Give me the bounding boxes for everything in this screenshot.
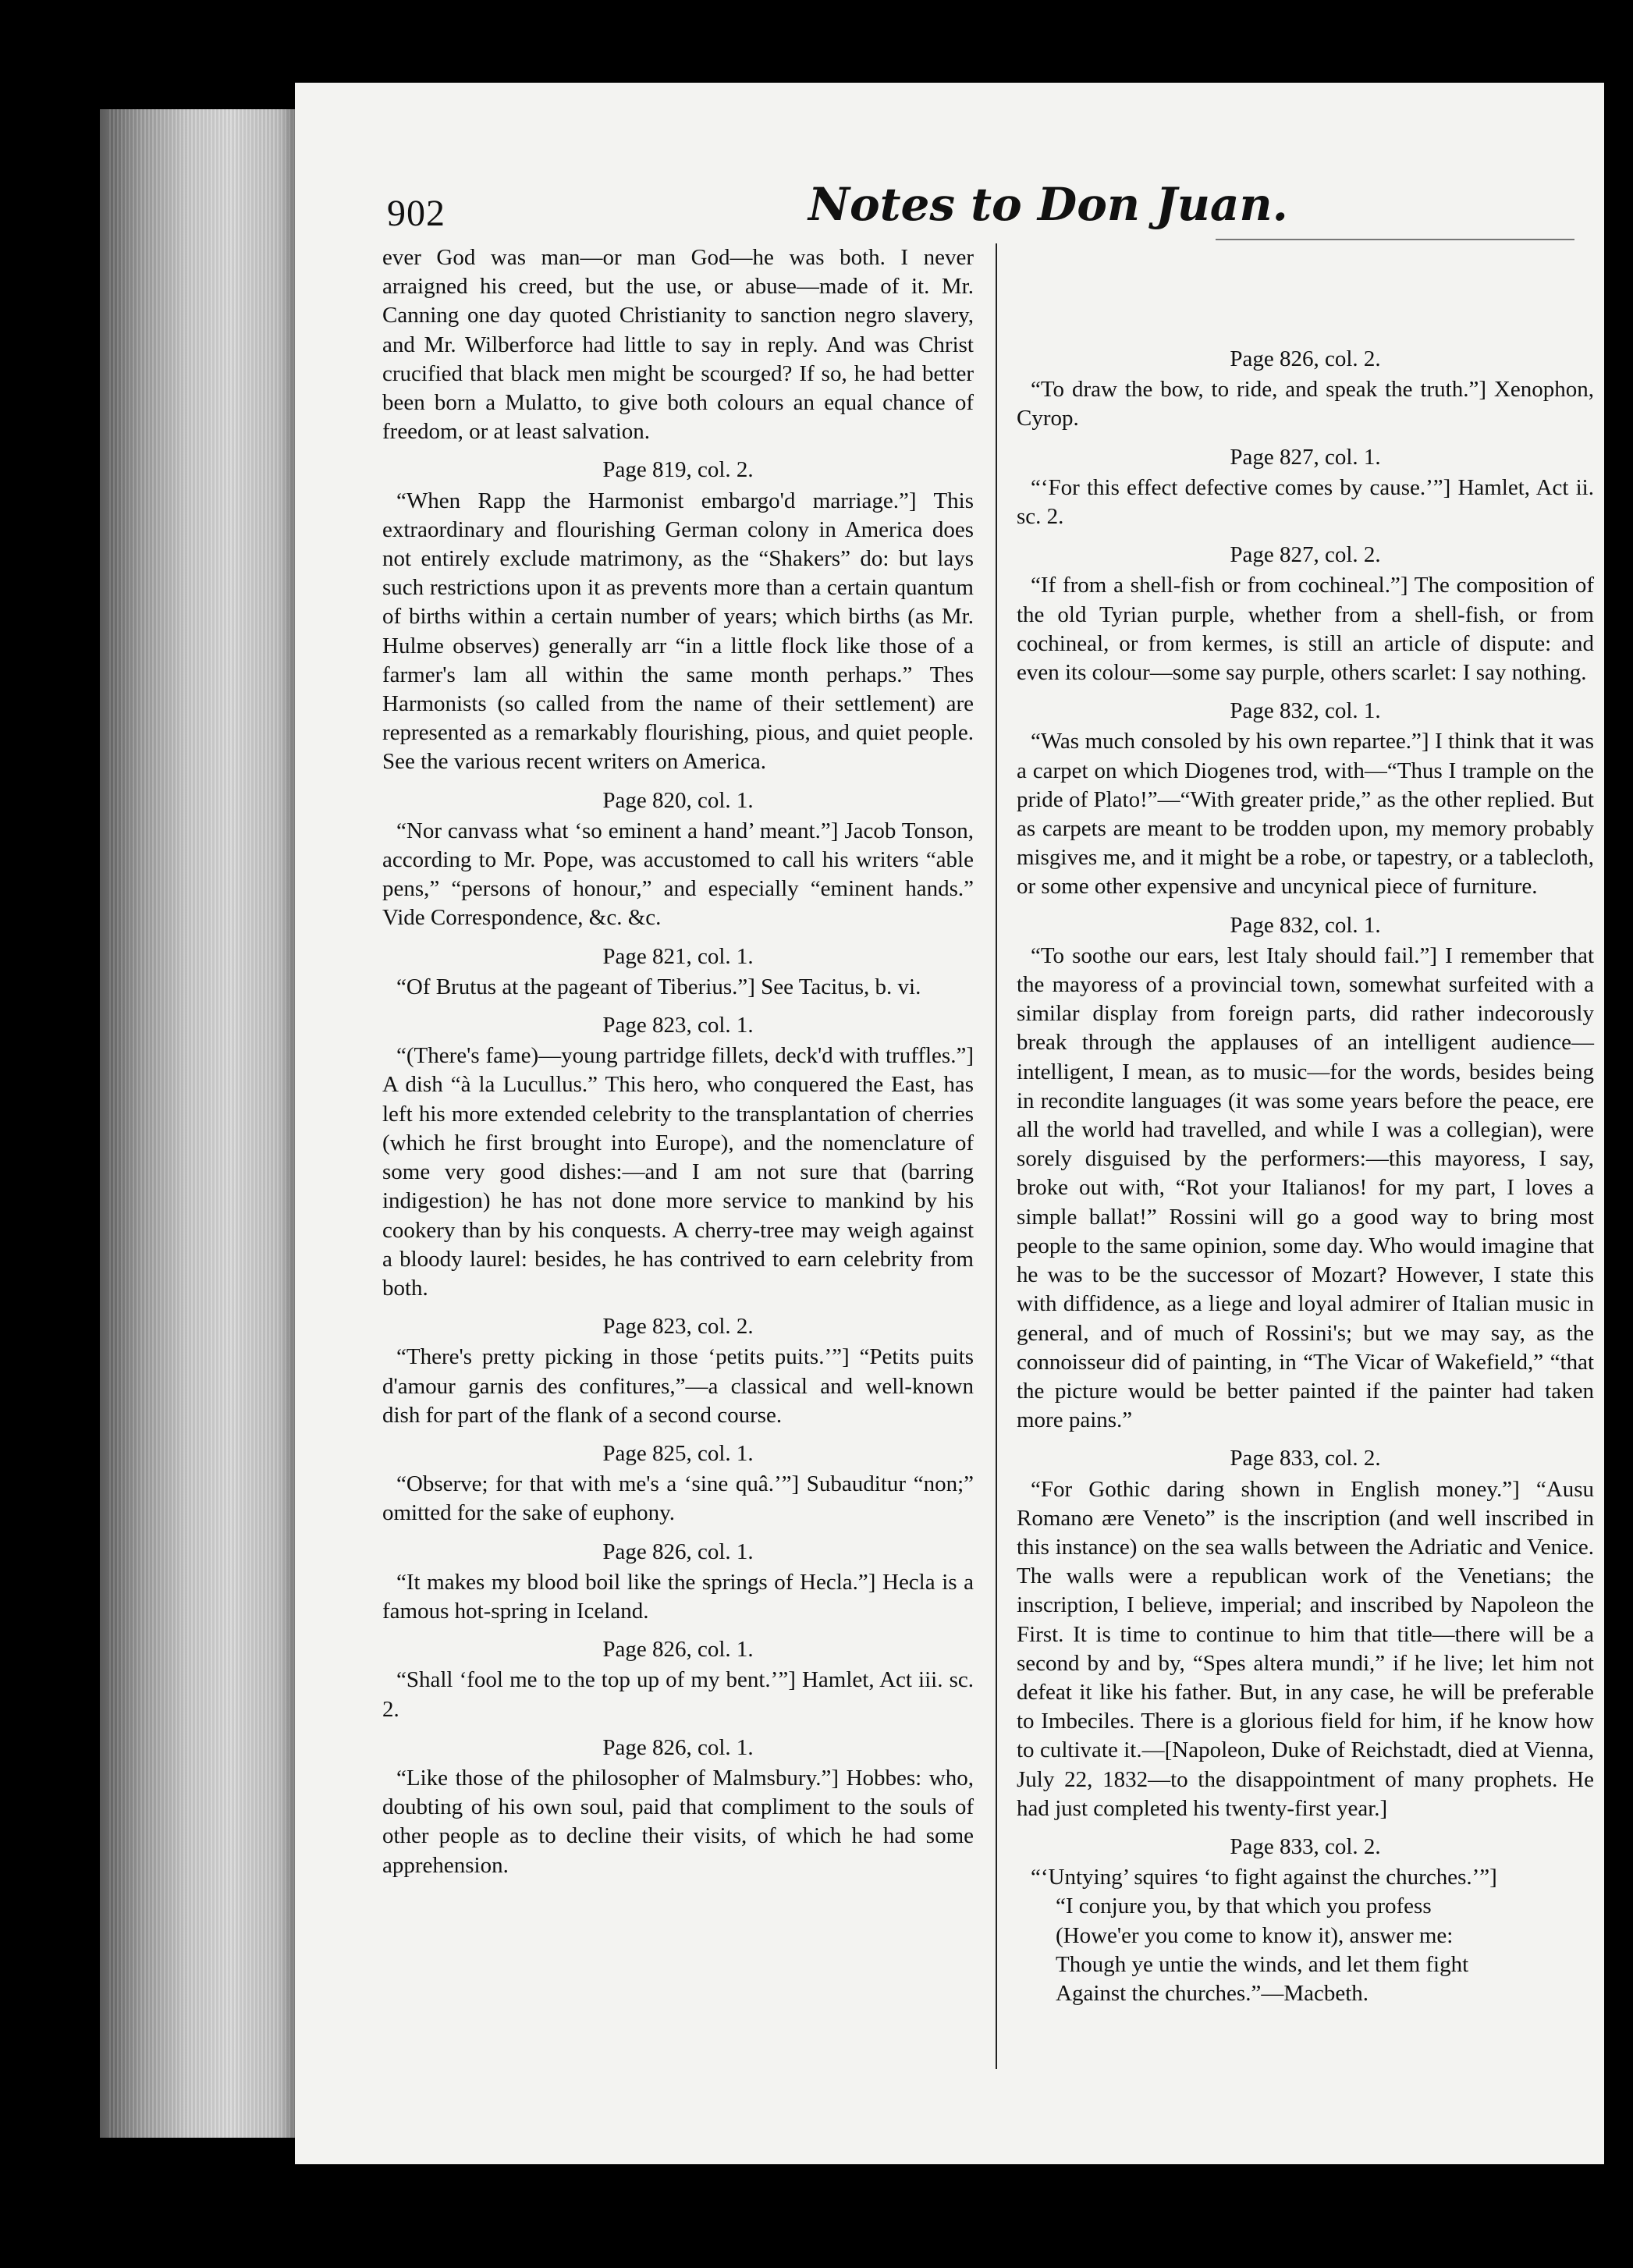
note-heading: Page 823, col. 2. bbox=[602, 1314, 754, 1340]
verse-line: “I conjure you, by that which you profess bbox=[1056, 1894, 1432, 1919]
note-paragraph: “Was much consoled by his own repartee.”] I think that it was a carpet on which Diogenes trod, with—“Thus I trample on the pride of Plato!”—“With greater pride,” as the other replied. But as carpets are meant to be trodden upon, my memory probably misgives me, and it might be a robe, or tapestry, or a tablecloth, or some other expensive and uncynical piece of furniture. bbox=[1017, 729, 1594, 900]
note-heading: Page 826, col. 2. bbox=[1230, 346, 1381, 371]
note-heading: Page 833, col. 2. bbox=[1230, 1833, 1381, 1859]
note-heading: Page 833, col. 2. bbox=[1230, 1446, 1381, 1471]
left-column bbox=[382, 243, 974, 1880]
note-paragraph: “To soothe our ears, lest Italy should fail.”] I remember that the mayoress of a provincial town, somewhat surfeited with a similar display from foreign parts, did rather indecorously break through the applauses of an intelligent audience—intelligent, I mean, as to music—for the words, besides being in recondite languages (it was some years before the peace, ere all the world had travelled, and while I was a collegian), were sorely disguised by the performers:—this mayoress, I say, broke out with, “Rot your Italianos! for my part, I loves a simple ballat!” Rossini will go a good way to bring most people to the same opinion, some day. Who would imagine that he was to be the successor of Mozart? However, I state this with diffidence, as a liege and loyal admirer of Italian music in general, and of much of Rossini's; but we may say, as the connoisseur did of painting, in “The Vicar of Wakefield,” “that the picture would be better painted if the painter had taken more pains.” bbox=[1017, 942, 1594, 1433]
running-title: Notes to Don Juan. bbox=[808, 178, 1288, 231]
verse-line: Against the churches.”—Macbeth. bbox=[1056, 1980, 1369, 2006]
verse-line: Though ye untie the winds, and let them fight bbox=[1056, 1951, 1469, 1977]
note-paragraph: “(There's fame)—young partridge fillets, deck'd with truffles.”] A dish “à la Lucullus.” This hero, who conquered the East, has left his more extended celebrity to the transplantation of cherries (which he first brought into Europe), and the nomenclature of some very good dishes:—and I am not sure that (barring indigestion) he has not done more service to mankind by his cookery than by his conquests. A cherry-tree may weigh against a bloody laurel: besides, he has contrived to earn celebrity from both. bbox=[382, 1043, 974, 1301]
note-paragraph: “It makes my blood boil like the springs of Hecla.”] Hecla is a famous hot-spring in Iceland. bbox=[382, 1569, 974, 1624]
note-paragraph: “When Rapp the Harmonist embargo'd marriage.”] This extraordinary and flourishing German colony in America does not entirely exclude matrimony, as the “Shakers” do: but lays such restrictions upon it as prevents more than a certain quantum of births within a certain number of years; which births (as Mr. Hulme observes) generally arr “in a little flock like those of a farmer's lam all within the same month perhaps.” Thes Harmonists (so called from the name of their settlement) are represented as a remarkably flourishing, pious, and quiet people. See the various recent writers on America. bbox=[382, 488, 974, 775]
note-paragraph: “Of Brutus at the pageant of Tiberius.”] See Tacitus, b. vi. bbox=[396, 974, 921, 999]
note-heading: Page 825, col. 1. bbox=[602, 1440, 754, 1466]
note-heading: Page 823, col. 1. bbox=[602, 1013, 754, 1038]
book-page-edge-lines bbox=[109, 109, 312, 2138]
note-heading: Page 820, col. 1. bbox=[602, 787, 754, 813]
column-divider bbox=[996, 243, 997, 2069]
note-heading: Page 827, col. 2. bbox=[1230, 542, 1381, 568]
book-page bbox=[295, 83, 1604, 2164]
right-column bbox=[1017, 243, 1594, 2008]
note-heading: Page 832, col. 1. bbox=[1230, 698, 1381, 724]
note-paragraph: “If from a shell-fish or from cochineal.”] The composition of the old Tyrian purple, whether from a shell-fish, or from cochineal, or from kermes, is still an article of dispute: and even its colour—some say purple, others scarlet: I say nothing. bbox=[1017, 573, 1594, 686]
note-paragraph: “Like those of the philosopher of Malmsbury.”] Hobbes: who, doubting of his own soul, paid that compliment to the souls of other people as to decline their visits, of which he had some apprehension. bbox=[382, 1765, 974, 1878]
verse-line: (Howe'er you come to know it), answer me: bbox=[1056, 1922, 1454, 1948]
note-heading: Page 827, col. 1. bbox=[1230, 444, 1381, 470]
note-heading: Page 826, col. 1. bbox=[602, 1637, 754, 1663]
page-number: 902 bbox=[387, 193, 446, 234]
note-paragraph: “‘Untying’ squires ‘to fight against the churches.’”] bbox=[1031, 1865, 1497, 1890]
note-heading: Page 826, col. 1. bbox=[602, 1734, 754, 1760]
header-rule bbox=[1216, 239, 1574, 240]
note-paragraph: “‘For this effect defective comes by cause.’”] Hamlet, Act ii. sc. 2. bbox=[1017, 474, 1594, 530]
note-heading: Page 826, col. 1. bbox=[602, 1539, 754, 1564]
note-paragraph: “Nor canvass what ‘so eminent a hand’ meant.”] Jacob Tonson, according to Mr. Pope, was accustomed to call his writers “able pens,” “persons of honour,” and especially “eminent hands.” Vide Correspondence, &c. &c. bbox=[382, 818, 974, 931]
note-heading: Page 821, col. 1. bbox=[602, 943, 754, 969]
note-paragraph: “There's pretty picking in those ‘petits puits.’”] “Petits puits d'amour garnis des confitures,”—a classical and well-known dish for part of the flank of a second course. bbox=[382, 1344, 974, 1428]
note-paragraph: ever God was man—or man God—he was both. I never arraigned his creed, but the use, or abuse—made of it. Mr. Canning one day quoted Christianity to sanction negro slavery, and Mr. Wilberforce had little to say in reply. And was Christ crucified that black men might be scourged? If so, he had better been born a Mulatto, to give both colours an equal chance of freedom, or at least salvation. bbox=[382, 245, 974, 445]
note-paragraph: “Shall ‘fool me to the top up of my bent.’”] Hamlet, Act iii. sc. 2. bbox=[382, 1667, 974, 1722]
note-paragraph: “Observe; for that with me's a ‘sine quâ.’”] Subauditur “non;” omitted for the sake of euphony. bbox=[382, 1471, 974, 1526]
note-paragraph: “To draw the bow, to ride, and speak the truth.”] Xenophon, Cyrop. bbox=[1017, 377, 1594, 431]
note-heading: Page 832, col. 1. bbox=[1230, 912, 1381, 938]
note-heading: Page 819, col. 2. bbox=[602, 457, 754, 483]
note-paragraph: “For Gothic daring shown in English money.”] “Ausu Romano ære Veneto” is the inscription (and well inscribed in this instance) on the sea walls between the Adriatic and Venice. The walls were a republican work of the Venetians; the inscription, I believe, imperial; and inscribed by Napoleon the First. It is time to continue to him that title—there will be a second by and by, “Spes altera mundi,” if he live; let him not defeat it like his father. But, in any case, he will be preferable to Imbeciles. There is a glorious field for him, if he know how to cultivate it.—[Napoleon, Duke of Reichstadt, died at Vienna, July 22, 1832—to the disappointment of many prophets. He had just completed his twenty-first year.] bbox=[1017, 1476, 1594, 1821]
